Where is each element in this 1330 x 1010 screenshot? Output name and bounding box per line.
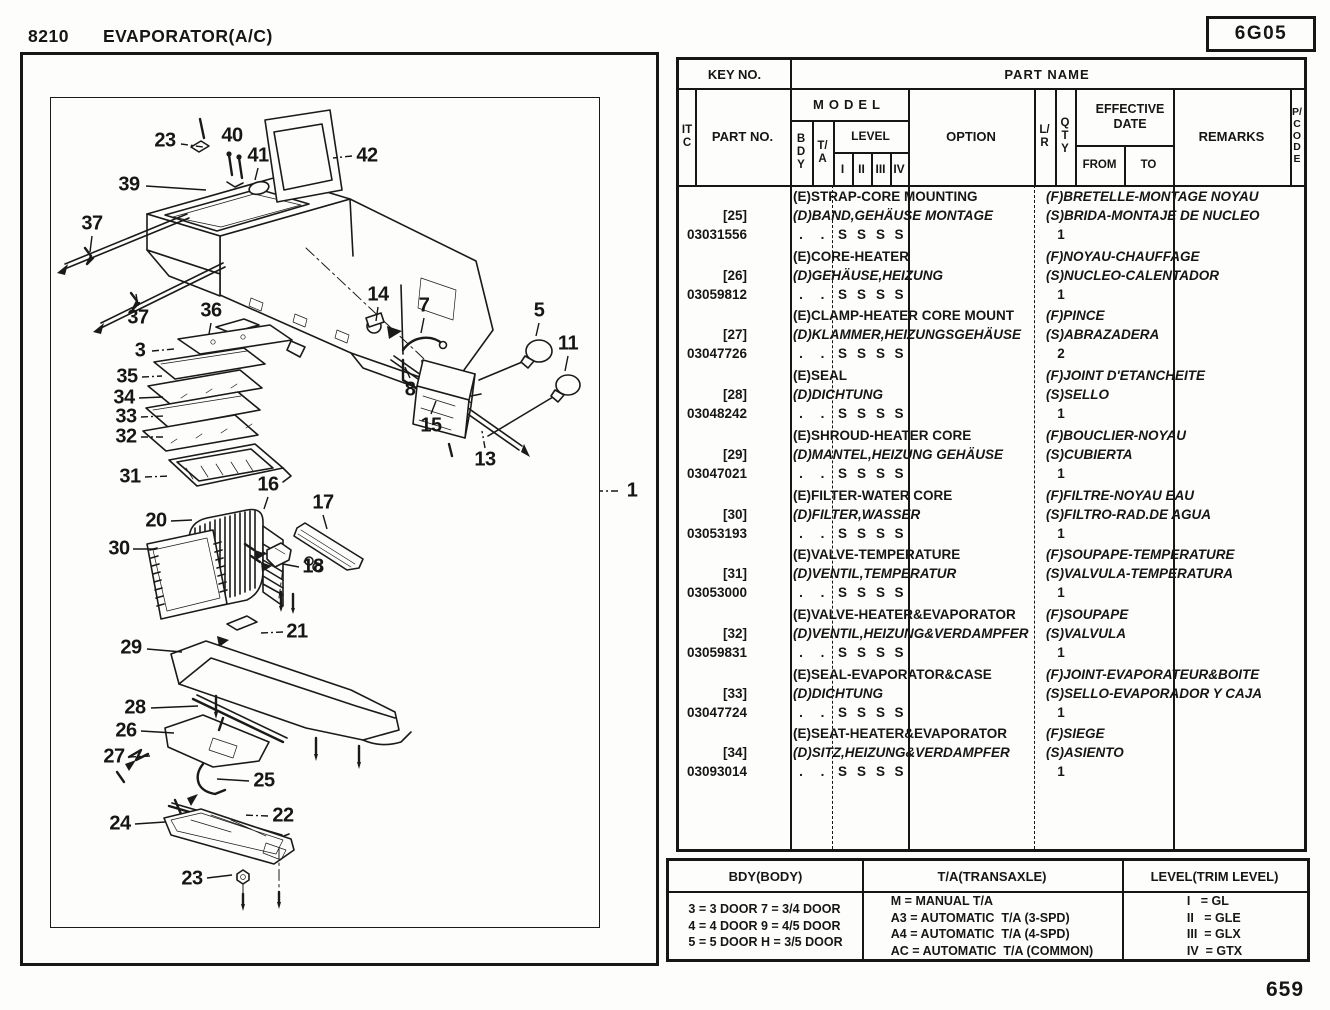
callout-8-32: 8 (404, 378, 416, 401)
table-row (676, 722, 1307, 782)
model-level-3: S (875, 227, 885, 242)
model-level-4: S (894, 346, 904, 362)
header-model: MODEL (813, 96, 885, 112)
legend-body-lines: 3 = 3 DOOR 7 = 3/4 DOOR 4 = 4 DOOR 9 = 4/5 DOOR 5 = 5 DOOR H = 3/5 DOOR (688, 902, 843, 950)
model-level-2: S (856, 644, 866, 660)
model-level-2: S (856, 406, 866, 422)
part-name-en: (E)SEAT-HEATER&EVAPORATOR (793, 726, 1008, 742)
part-number: 03047021 (687, 465, 748, 481)
model-ta: . (820, 585, 825, 601)
part-name-de: (D)DICHTUNG (793, 387, 883, 403)
callout-29-20: 29 (120, 636, 142, 659)
key-number: [32] (722, 625, 747, 641)
part-name-de: (D)MANTEL,HEIZUNG GEHÄUSE (793, 446, 1003, 462)
part-name-de: (D)GEHÄUSE,HEIZUNG (793, 267, 944, 283)
quantity: 1 (1057, 525, 1065, 541)
model-level-3: S (875, 585, 885, 601)
part-name-es: (S)CUBIERTA (1046, 446, 1133, 462)
part-name-en: (E)SHROUD-HEATER CORE (793, 427, 972, 443)
header-from: FROM (1082, 159, 1117, 171)
model-bdy: . (799, 585, 803, 601)
model-level-3: S (875, 286, 885, 302)
model-level-4: S (894, 286, 904, 302)
key-number: [30] (722, 506, 747, 522)
table-row (676, 424, 1307, 484)
legend-transaxle-lines: M = MANUAL T/A A3 = AUTOMATIC T/A (3-SPD) A4 = AUTOMATIC T/A (4-SPD) AC = AUTOMATIC T/A (COMMON) (890, 894, 1094, 958)
part-number: 03053193 (687, 525, 748, 541)
part-name-es: (S)BRIDA-MONTAJE DE NUCLEO (1046, 208, 1260, 223)
header-part-no: PART NO. (711, 129, 774, 144)
callout-14-28: 14 (367, 283, 389, 306)
callout-3-8: 3 (134, 339, 146, 362)
model-level-4: S (894, 465, 904, 481)
part-name-es: (S)SELLO-EVAPORADOR Y CAJA (1046, 685, 1263, 701)
model-ta: . (820, 465, 825, 481)
model-level-4: S (894, 585, 904, 601)
part-number: 03031556 (687, 227, 748, 242)
part-number: 03047726 (687, 346, 748, 362)
header-to: TO (1140, 159, 1157, 171)
callout-32-12: 32 (115, 425, 137, 448)
table-row (676, 484, 1307, 544)
callout-15-33: 15 (420, 414, 442, 437)
model-level-1: S (837, 525, 847, 541)
callout-26-22: 26 (115, 719, 137, 742)
key-number: [31] (722, 566, 747, 582)
key-number: [34] (722, 745, 747, 761)
callout-27-23: 27 (103, 745, 125, 768)
model-level-1: S (837, 406, 847, 422)
model-bdy: . (799, 406, 803, 422)
model-level-4: S (894, 525, 904, 541)
part-number: 03048242 (687, 406, 748, 422)
callout-5-30: 5 (533, 299, 545, 322)
part-name-de: (D)VENTIL,TEMPERATUR (793, 566, 957, 582)
callout-37-5: 37 (81, 212, 103, 235)
quantity: 1 (1057, 227, 1065, 242)
callout-30-15: 30 (108, 537, 130, 560)
header-level-2: II (858, 161, 865, 176)
part-name-es: (S)SELLO (1046, 387, 1109, 403)
callout-7-29: 7 (418, 294, 430, 317)
part-name-fr: (F)PINCE (1046, 308, 1105, 324)
callout-22-26: 22 (272, 804, 294, 827)
model-bdy: . (799, 465, 803, 481)
part-name-es: (S)ASIENTO (1046, 745, 1124, 761)
model-level-2: S (856, 585, 866, 601)
model-level-3: S (875, 704, 885, 720)
part-number: 03093014 (687, 764, 748, 780)
callout-42-3: 42 (356, 144, 378, 167)
header-ta: T/A (817, 139, 828, 165)
model-level-3: S (875, 764, 885, 780)
callout-24-25: 24 (109, 812, 131, 835)
quantity: 1 (1057, 465, 1065, 481)
callout-20-14: 20 (145, 509, 167, 532)
part-name-en: (E)SEAL (793, 368, 847, 384)
page-number: 659 (1266, 978, 1305, 1001)
callout-23-27: 23 (181, 867, 203, 890)
model-level-3: S (875, 465, 885, 481)
callout-25-24: 25 (253, 769, 275, 792)
key-number: [25] (722, 208, 747, 223)
model-ta: . (820, 346, 825, 362)
table-row (676, 364, 1307, 424)
quantity: 1 (1057, 764, 1065, 780)
model-level-2: S (856, 286, 866, 302)
model-level-1: S (837, 286, 847, 302)
part-name-fr: (F)JOINT D'ETANCHEITE (1046, 368, 1205, 384)
figure-code: 6G05 (1234, 23, 1288, 44)
model-bdy: . (799, 525, 803, 541)
model-level-4: S (894, 227, 904, 242)
callout-39-4: 39 (118, 173, 140, 196)
header-bdy: BDY (796, 133, 806, 171)
part-name-fr: (F)FILTRE-NOYAU EAU (1046, 487, 1194, 503)
page-title (28, 26, 273, 47)
section-number: 8210 (28, 26, 69, 46)
model-level-4: S (894, 406, 904, 422)
model-ta: . (820, 764, 825, 780)
table-row (676, 663, 1307, 723)
model-level-1: S (837, 644, 847, 660)
model-level-1: S (837, 764, 847, 780)
quantity: 1 (1057, 286, 1065, 302)
legend (666, 858, 1310, 962)
model-ta: . (820, 644, 825, 660)
callout-18-18: 18 (302, 555, 324, 578)
table-row (676, 603, 1307, 663)
callout-23-0: 23 (154, 129, 176, 152)
header-option: OPTION (946, 129, 996, 144)
header-level-1: I (840, 161, 845, 176)
table-row (676, 245, 1307, 305)
model-level-1: S (837, 465, 847, 481)
model-bdy: . (799, 346, 803, 362)
model-level-3: S (875, 406, 885, 422)
part-name-de: (D)DICHTUNG (793, 685, 883, 701)
part-name-es: (S)VALVULA (1046, 625, 1126, 641)
part-number: 03059831 (687, 644, 748, 660)
part-number: 03053000 (687, 585, 748, 601)
part-name-en: (E)CORE-HEATER (793, 248, 909, 264)
model-level-2: S (856, 764, 866, 780)
figure-code-box (1206, 16, 1316, 52)
quantity: 1 (1057, 406, 1065, 422)
header-level: LEVEL (851, 129, 890, 143)
model-ta: . (820, 406, 825, 422)
table-row (676, 185, 1307, 245)
part-name-fr: (F)NOYAU-CHAUFFAGE (1046, 248, 1200, 264)
part-name-es: (S)ABRAZADERA (1046, 327, 1160, 343)
model-level-2: S (856, 465, 866, 481)
part-name-es: (S)NUCLEO-CALENTADOR (1046, 267, 1219, 283)
callout-1-35: 1 (626, 479, 638, 502)
part-name-de: (D)KLAMMER,HEIZUNGSGEHÄUSE (793, 327, 1021, 343)
part-number: 03059812 (687, 286, 748, 302)
model-bdy: . (799, 227, 803, 242)
part-name-fr: (F)SOUPAPE-TEMPERATURE (1046, 547, 1235, 563)
part-number: 03047724 (687, 704, 748, 720)
part-name-en: (E)CLAMP-HEATER CORE MOUNT (793, 308, 1014, 324)
table-row (676, 304, 1307, 364)
part-name-de: (D)VENTIL,HEIZUNG&VERDAMPFER (793, 625, 1029, 641)
legend-trim-title: LEVEL(TRIM LEVEL) (1150, 868, 1279, 884)
legend-body-title: BDY(BODY) (728, 868, 803, 884)
model-level-1: S (837, 585, 847, 601)
model-level-2: S (856, 346, 866, 362)
model-ta: . (820, 704, 825, 720)
callout-31-13: 31 (119, 465, 141, 488)
callout-33-11: 33 (115, 405, 137, 428)
part-name-en: (E)VALVE-TEMPERATURE (793, 547, 961, 563)
callout-13-34: 13 (474, 448, 496, 471)
model-level-4: S (894, 704, 904, 720)
model-bdy: . (799, 286, 803, 302)
model-level-1: S (837, 227, 847, 242)
callout-17-17: 17 (312, 491, 334, 514)
header-part-name: PART NAME (1004, 66, 1090, 82)
part-name-de: (D)BAND,GEHÄUSE MONTAGE (793, 208, 993, 223)
part-name-de: (D)FILTER,WASSER (793, 506, 921, 522)
legend-transaxle-title: T/A(TRANSAXLE) (937, 868, 1047, 884)
header-pcode: P/CODE (1292, 106, 1302, 166)
model-bdy: . (799, 704, 803, 720)
part-name-en: (E)VALVE-HEATER&EVAPORATOR (793, 606, 1016, 622)
quantity: 1 (1057, 704, 1065, 720)
part-name-es: (S)FILTRO-RAD.DE AGUA (1046, 506, 1211, 522)
model-level-1: S (837, 704, 847, 720)
table-row (676, 543, 1307, 603)
callout-35-9: 35 (116, 365, 138, 388)
part-name-en: (E)FILTER-WATER CORE (793, 487, 953, 503)
callout-28-21: 28 (124, 696, 146, 719)
part-name-fr: (F)SIEGE (1046, 726, 1105, 742)
table-rows (676, 185, 1307, 849)
header-itc: ITC (681, 123, 693, 149)
model-level-2: S (856, 704, 866, 720)
part-name-en: (E)SEAL-EVAPORATOR&CASE (793, 666, 992, 682)
part-name-fr: (F)BOUCLIER-NOYAU (1046, 427, 1186, 443)
model-level-2: S (856, 525, 866, 541)
model-level-3: S (875, 525, 885, 541)
part-name-fr: (F)JOINT-EVAPORATEUR&BOITE (1046, 666, 1260, 682)
header-level-3: III (875, 161, 886, 176)
callout-41-2: 41 (247, 144, 269, 167)
header-remarks: REMARKS (1198, 129, 1265, 144)
model-bdy: . (799, 644, 803, 660)
key-number: [33] (722, 685, 747, 701)
quantity: 1 (1057, 644, 1065, 660)
callout-21-19: 21 (286, 620, 308, 643)
model-level-3: S (875, 644, 885, 660)
quantity: 2 (1057, 346, 1065, 362)
model-level-4: S (894, 644, 904, 660)
model-level-4: S (894, 764, 904, 780)
model-bdy: . (799, 764, 803, 780)
callout-11-31: 11 (557, 332, 579, 355)
header-key-no: KEY NO. (707, 66, 762, 82)
part-name-en: (E)STRAP-CORE MOUNTING (793, 189, 978, 204)
header-effective-date: EFFECTIVE DATE (1095, 101, 1165, 131)
part-name-fr: (F)SOUPAPE (1046, 606, 1129, 622)
model-ta: . (820, 286, 825, 302)
legend-trim-lines: I = GL II = GLE III = GLX IV = GTX (1186, 894, 1243, 958)
callout-37-7: 37 (127, 306, 149, 329)
callout-34-10: 34 (113, 386, 135, 409)
key-number: [26] (722, 267, 747, 283)
part-name-fr: (F)BRETELLE-MONTAGE NOYAU (1046, 189, 1259, 204)
part-name-de: (D)SITZ,HEIZUNG&VERDAMPFER (793, 745, 1010, 761)
header-level-4: IV (893, 161, 905, 176)
model-ta: . (820, 525, 825, 541)
header-qty: QTY (1060, 117, 1070, 155)
model-level-1: S (837, 346, 847, 362)
model-level-2: S (856, 227, 866, 242)
key-number: [28] (722, 387, 747, 403)
model-level-3: S (875, 346, 885, 362)
part-name-es: (S)VALVULA-TEMPERATURA (1046, 566, 1233, 582)
callout-36-6: 36 (200, 299, 222, 322)
section-title: EVAPORATOR(A/C) (102, 26, 273, 46)
model-ta: . (820, 227, 825, 242)
callout-40-1: 40 (221, 124, 243, 147)
quantity: 1 (1057, 585, 1065, 601)
key-number: [29] (722, 446, 747, 462)
header-lr: L/R (1039, 123, 1050, 149)
callout-16-16: 16 (257, 473, 279, 496)
key-number: [27] (722, 327, 747, 343)
